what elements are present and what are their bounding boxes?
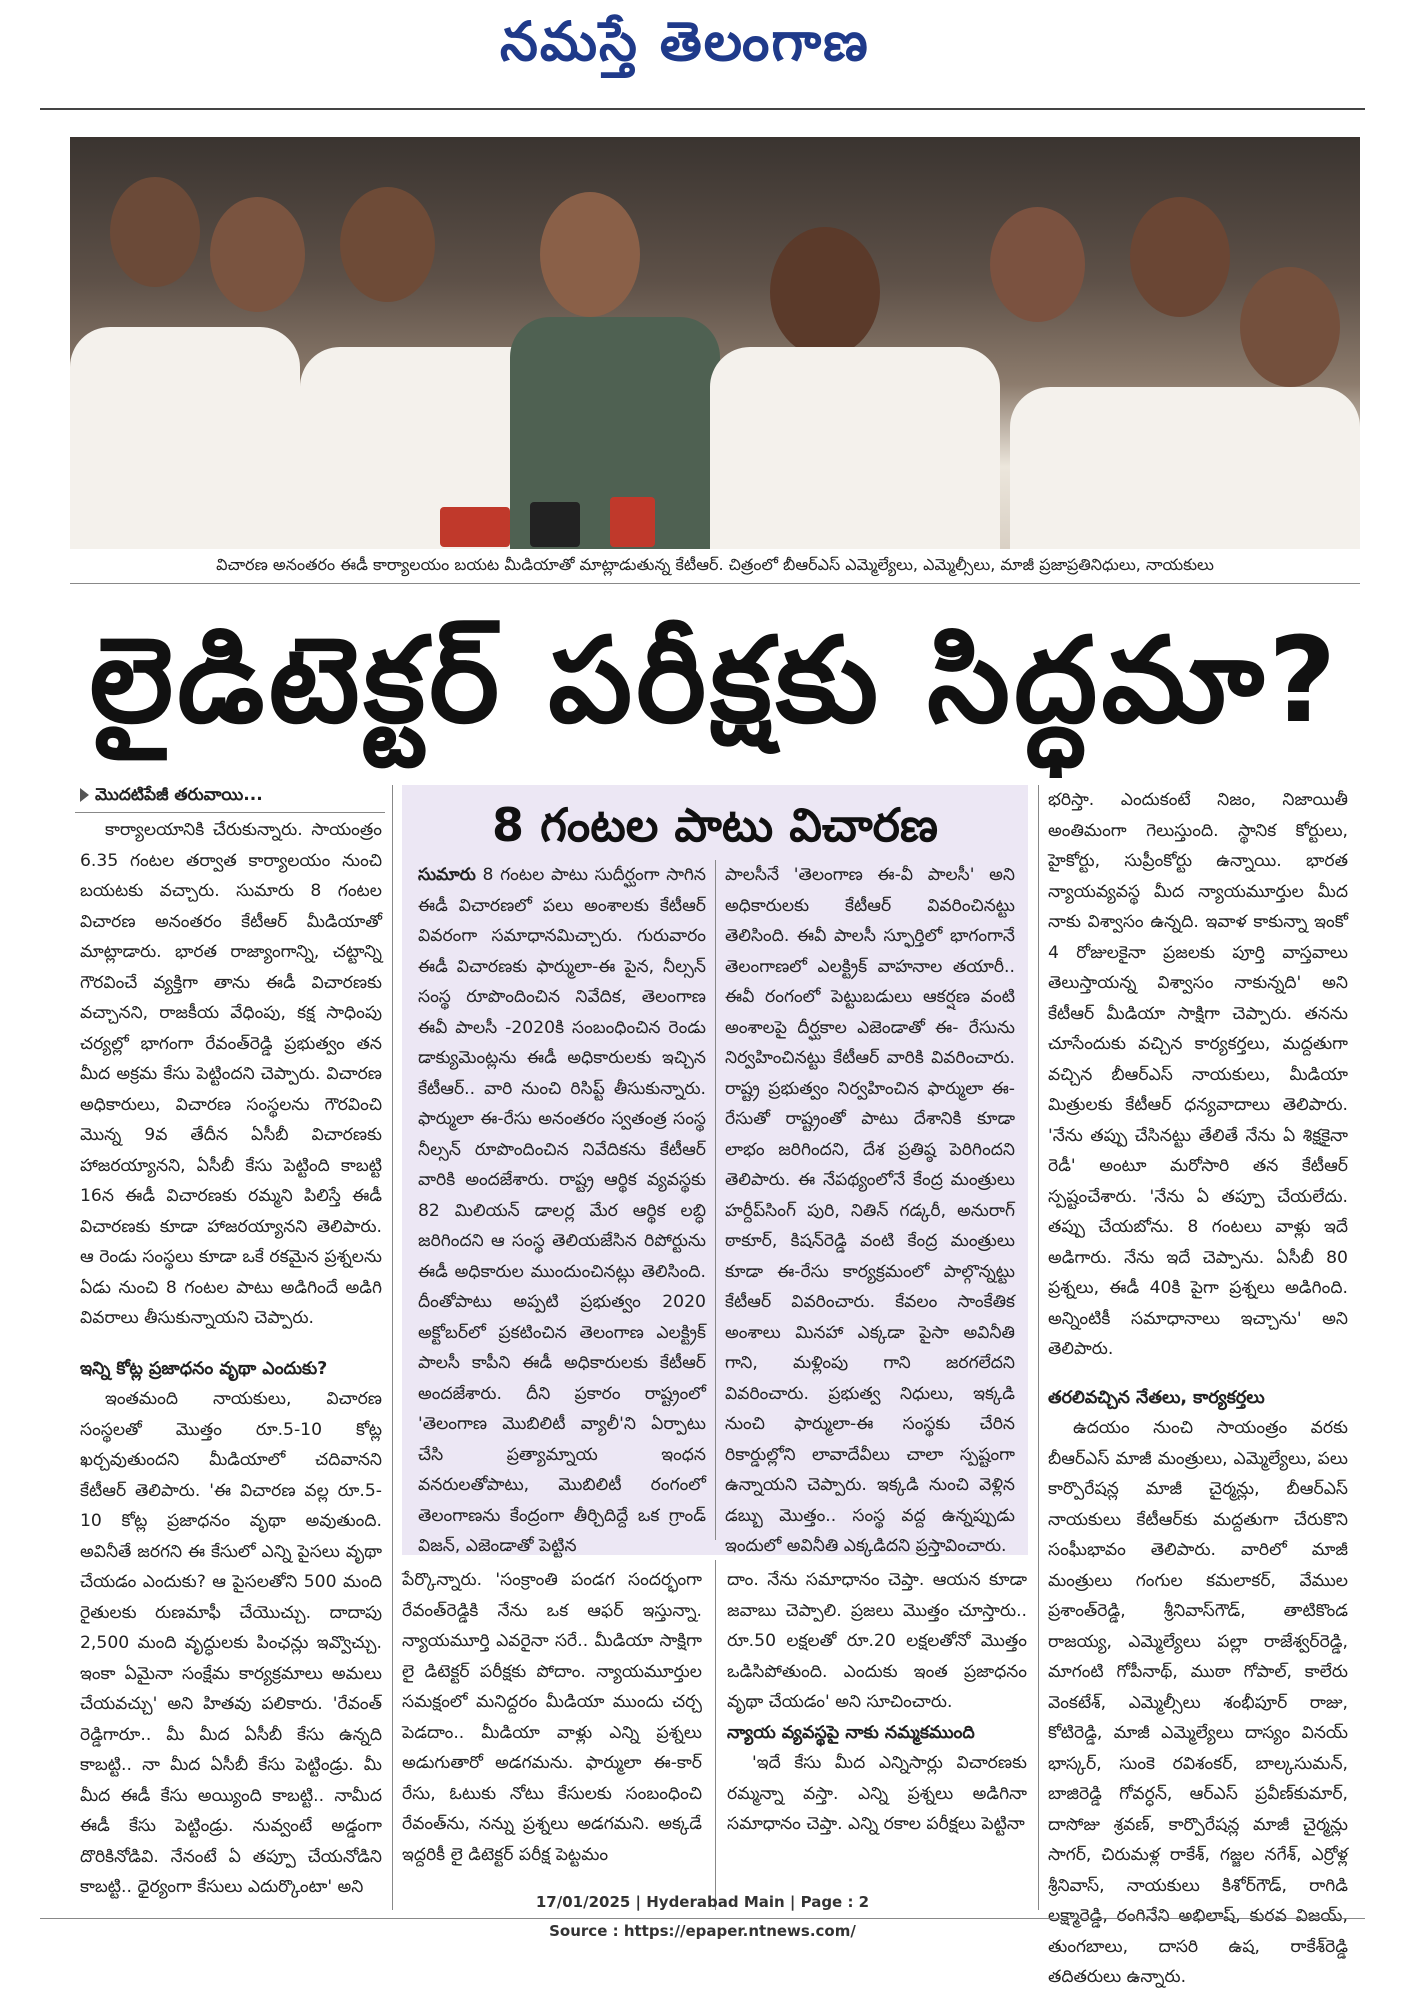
news-photo [70, 137, 1360, 549]
column-1-top-rule [75, 812, 385, 813]
footer-source: Source : https://epaper.ntnews.com/ [549, 1922, 856, 1940]
column-3-lower-para-2: 'ఇదే కేసు మీద ఎన్నిసార్లు విచారణకు రమ్మన్నా వస్తా. ఎన్ని ప్రశ్నలు అడిగినా సమాధానం చెప్తా. ఎన్ని రకాల పరీక్షలు పెట్టినా [727, 1753, 1027, 1834]
box-column-right [725, 860, 1015, 1562]
newspaper-logo: నమస్తే తెలంగాణ [500, 10, 870, 73]
footer-date-edition: 17/01/2025 | Hyderabad Main | Page : 2 [535, 1893, 870, 1911]
column-2-lower-text: పేర్కొన్నారు. 'సంక్రాంతి పండగ సందర్భంగా రేవంత్‌రెడ్డికి నేను ఒక ఆఫర్‌ ఇస్తున్నా. న్యాయమూర్తి ఎవరైనా సరే.. మీడియా సాక్షిగా లై డిటెక్టర్‌ పరీక్షకు పోదాం. న్యాయమూర్తుల సమక్షంలో మనిద్దరం మీడియా ముందు చర్చ పెడదాం.. మీడియా వాళ్లు ఎన్ని ప్రశ్నలు అడుగుతారో అడగమను. ఫార్ములా ఈ-కార్‌ రేసు, ఓటుకు నోటు కేసులకు సంబంధించి రేవంత్‌ను, నన్ను ప్రశ్నలు అడగమని. అక్కడే ఇద్దరికీ లై డిటెక్టర్‌ పరీక్ష పెట్టమం [402, 1570, 702, 1865]
masthead [0, 0, 1405, 95]
column-1 [80, 815, 382, 1903]
box-lead: సుమారు [418, 865, 476, 885]
box-right-text: పాలసీనే 'తెలంగాణ ఈ-వీ పాలసీ' అని అధికారులకు కేటీఆర్‌ వివరించినట్టు తెలిసింది. ఈవీ పాలసీ స్ఫూర్తిలో భాగంగానే తెలంగాణలో ఎలక్ట్రిక్‌ వాహనాల తయారీ.. ఈవీ రంగంలో పెట్టుబడులు ఆకర్షణ వంటి అంశాలపై దీర్ఘకాల ఎజెండాతో ఈ- రేసును నిర్వహించినట్టు కేటీఆర్‌ వారికి వివరించారు. రాష్ట్ర ప్రభుత్వం నిర్వహించిన ఫార్ములా ఈ-రేసుతో రాష్ట్రంతో పాటు దేశానికి కూడా లాభం జరిగిందని, దేశ ప్రతిష్ఠ పెరిగిందని తెలిపారు. ఈ నేపథ్యంలోనే కేంద్ర మంత్రులు హర్దీప్‌సింగ్‌ పురి, నితిన్‌ గడ్కరీ, అనురాగ్‌ ఠాకూర్‌, కిషన్‌రెడ్డి వంటి కేంద్ర మంత్రులు కూడా ఈ-రేసు కార్యక్రమంలో పాల్గొన్నట్టు కేటీఆర్‌ వివరించారు. కేవలం సాంకేతిక అంశాలు మినహా ఎక్కడా పైసా అవినీతి గాని, మళ్లింపు గాని జరగలేదని వివరించారు. ప్రభుత్వ నిధులు, ఇక్కడి నుంచి ఫార్ములా-ఈ సంస్థకు చేరిన రికార్డుల్లోని లావాదేవీలు చాలా స్పష్టంగా ఉన్నాయని చెప్పారు. ఇక్కడి నుంచి వెళ్లిన డబ్బు మొత్తం.. సంస్థ వద్ద ఉన్నప్పుడు ఇందులో అవినీతి ఎక్కడిదని ప్రస్తావించారు. [725, 865, 1015, 1556]
photo-caption: విచారణ అనంతరం ఈడీ కార్యాలయం బయట మీడియాతో మాట్లాడుతున్న కేటీఆర్‌. చిత్రంలో బీఆర్‌ఎస్‌ ఎమ్మెల్యేలు, ఎమ్మెల్సీలు, మాజీ ప్రజాప్రతినిధులు, నాయకులు [216, 555, 1214, 574]
column-rule-3 [1038, 785, 1039, 1910]
column-1-para-2: ఇంతమంది నాయకులు, విచారణ సంస్థలతో మొత్తం రూ.5-10 కోట్ల ఖర్చవుతుందని మీడియాలో చదివానని కేటీఆర్‌ తెలిపారు. 'ఈ విచారణ వల్ల రూ.5-10 కోట్ల ప్రజాధనం వృథా అవుతుంది. అవినీతే జరగని ఈ కేసులో ఎన్ని పైసలు వృథా చేయడం ఎందుకు? ఆ పైసలతోని 500 మంది రైతులకు రుణమాఫీ చేయొచ్చు. దాదాపు 2,500 మంది వృద్ధులకు పింఛన్లు ఇవ్వొచ్చు. ఇంకా ఏమైనా సంక్షేమ కార్యక్రమాలు అమలు చేయవచ్చు' అని హితవు పలికారు. 'రేవంత్‌ రెడ్డిగారూ.. మీ మీద ఏసీబీ కేసు ఉన్నది కాబట్టి.. నా మీద ఏసీబీ కేసు పెట్టిండ్రు. మీ మీద ఈడీ కేసు అయ్యింది కాబట్టి.. నామీద ఈడీ కేసు పెట్టిండ్రు. నువ్వంటే అడ్డంగా దొరికినోడివి. నేనంటే ఏ తప్పూ చేయనోడిని కాబట్టి.. ధైర్యంగా కేసులు ఎదుర్కొంటా' అని [80, 1389, 382, 1897]
column-4-para-1: భరిస్తా. ఎందుకంటే నిజం, నిజాయితీ అంతిమంగా గెలుస్తుంది. స్థానిక కోర్టులు, హైకోర్టు, సుప్రీంకోర్టు ఉన్నాయి. భారత న్యాయవ్యవస్థ మీద న్యాయమూర్తుల మీద నాకు విశ్వాసం ఉన్నది. ఇవాళ కాకున్నా ఇంకో 4 రోజులకైనా ప్రజలకు పూర్తి వాస్తవాలు తెలుస్తాయన్న విశ్వాసం నాకున్నది' అని కేటీఆర్‌ మీడియా సాక్షిగా చెప్పారు. తనను చూసేందుకు వచ్చిన కార్యకర్తలు, మద్దతుగా వచ్చిన బీఆర్‌ఎస్‌ నాయకులు, మీడియా మిత్రులకు కేటీఆర్‌ ధన్యవాదాలు తెలిపారు. 'నేను తప్పు చేసినట్టు తేలితే నేను ఏ శిక్షకైనా రెడీ' అంటూ మరోసారి తన కేటీఆర్‌ స్పష్టంచేశారు. 'నేను ఏ తప్పూ చేయలేదు. తప్పు చేయబోను. 8 గంటలు వాళ్లు ఇదే అడిగారు. నేను ఇదే చెప్పాను. ఏసీబీ 80 ప్రశ్నలు, ఈడీ 40కి పైగా ప్రశ్నలు అడిగింది. అన్నింటికీ సమాధానాలు ఇచ్చాను' అని తెలిపారు. [1048, 790, 1348, 1359]
arrow-icon [80, 788, 89, 802]
column-4-subhead: తరలివచ్చిన నేతలు, కార్యకర్తలు [1048, 1387, 1265, 1408]
caption-rule [70, 583, 1360, 584]
column-rule-1 [392, 785, 393, 1910]
column-1-para-1: కార్యాలయానికి చేరుకున్నారు. సాయంత్రం 6.35 గంటల తర్వాత కార్యాలయం నుంచి బయటకు వచ్చారు. సుమారు 8 గంటల విచారణ అనంతరం కేటీఆర్‌ మీడియాతో మాట్లాడారు. భారత రాజ్యాంగాన్ని, చట్టాన్ని గౌరవించే వ్యక్తిగా తాను ఈడీ విచారణకు వచ్చానని, రాజకీయ వేధింపు, కక్ష సాధింపు చర్యల్లో భాగంగా రేవంత్‌రెడ్డి ప్రభుత్వం తన మీద అక్రమ కేసు పెట్టిందని చెప్పారు. విచారణ అధికారులు, విచారణ సంస్థలను గౌరవించి మొన్న 9వ తేదీన ఏసీబీ విచారణకు హాజరయ్యానని, ఏసీబీ కేసు పెట్టింది కాబట్టి 16న ఈడీ విచారణకు రమ్మని పిలిస్తే ఈడీ విచారణకు కూడా హాజరయ్యానని తెలిపారు. ఆ రెండు సంస్థలు కూడా ఒకే రకమైన ప్రశ్నలను ఏడు నుంచి 8 గంటల పాటు అడిగిందే అడిగి వివరాలు తీసుకున్నాయని చెప్పారు. [80, 820, 382, 1328]
bottom-rule [40, 1918, 1365, 1919]
column-3-lower-para: దాం. నేను సమాధానం చెప్తా. ఆయన కూడా జవాబు చెప్పాలి. ప్రజలు మొత్తం చూస్తారు.. రూ.50 లక్షలతో రూ.20 లక్షలతోనో మొత్తం ఒడిసిపోతుంది. ఎందుకు ఇంత ప్రజాధనం వృథా చేయడం' అని సూచించారు. [727, 1570, 1027, 1712]
masthead-rule [40, 108, 1365, 110]
column-rule-2 [715, 1560, 716, 1910]
box-column-left [418, 860, 706, 1562]
continued-label: మొదటిపేజీ తరువాయి... [80, 785, 263, 809]
column-4-para-2: ఉదయం నుంచి సాయంత్రం వరకు బీఆర్‌ఎస్‌ మాజీ మంత్రులు, ఎమ్మెల్యేలు, పలు కార్పొరేషన్ల మాజీ చైర్మన్లు, బీఆర్‌ఎస్‌ నాయకులు కేటీఆర్‌కు మద్దతుగా చేరుకొని సంఘీభావం తెలిపారు. వారిలో మాజీ మంత్రులు గంగుల కమలాకర్‌, వేముల ప్రశాంత్‌రెడ్డి, శ్రీనివాస్‌గౌడ్‌, తాటికొండ రాజయ్య, ఎమ్మెల్యేలు పల్లా రాజేశ్వర్‌రెడ్డి, మాగంటి గోపీనాథ్‌, ముఠా గోపాల్‌, కాలేరు వెంకటేశ్‌, ఎమ్మెల్సీలు శంభీపూర్‌ రాజు, కోటిరెడ్డి, మాజీ ఎమ్మెల్యేలు దాస్యం వినయ్‌ భాస్కర్‌, సుంకె రవిశంకర్‌, బాల్కసుమన్‌, బాజిరెడ్డి గోవర్ధన్‌, ఆర్‌ఎస్‌ ప్రవీణ్‌కుమార్‌, దాసోజు శ్రవణ్‌, కార్పొరేషన్ల మాజీ చైర్మన్లు సాగర్‌, చిరుమళ్ల రాకేశ్‌, గజ్జల నగేశ్‌, ఎర్రోళ్ల శ్రీనివాస్‌, నాయకులు కిశోర్‌గౌడ్‌, రాగిడి లక్ష్మారెడ్డి, రంగినేని అభిలాష్‌, కురవ విజయ్‌, తుంగబాలు, దాసరి ఉష, రాకేశ్‌రెడ్డి తదితరులు ఉన్నారు. [1048, 1418, 1348, 1987]
box-title: 8 గంటల పాటు విచారణ [492, 798, 938, 852]
column-2-lower [402, 1565, 702, 1870]
column-1-subhead: ఇన్ని కోట్ల ప్రజాధనం వృథా ఎందుకు? [80, 1358, 328, 1379]
headline: లైడిటెక్టర్‌ పరీక్షకు సిద్ధమా? [89, 611, 1341, 749]
column-3-subhead: న్యాయ వ్యవస్థపై నాకు నమ్మకముంది [727, 1722, 975, 1743]
box-column-rule [715, 860, 716, 1540]
column-4 [1048, 785, 1348, 1993]
box-left-text: సుమారు 8 గంటల పాటు సుదీర్ఘంగా సాగిన ఈడీ విచారణలో పలు అంశాలకు కేటీఆర్‌ వివరంగా సమాధానమిచ్చారు. గురువారం ఈడీ విచారణకు ఫార్ములా-ఈ పైన, నీల్సన్‌ సంస్థ రూపొందించిన నివేదిక, తెలంగాణ ఈవీ పాలసీ -2020కి సంబంధించిన రెండు డాక్యుమెంట్లను ఈడీ అధికారులకు ఇచ్చిన కేటీఆర్‌.. వారి నుంచి రిసిప్ట్‌ తీసుకున్నారు. ఫార్ములా ఈ-రేసు అనంతరం స్వతంత్ర సంస్థ నీల్సన్‌ రూపొందించిన నివేదికను కేటీఆర్‌ వారికి అందజేశారు. రాష్ట్ర ఆర్థిక వ్యవస్థకు 82 మిలియన్‌ డాలర్ల మేర ఆర్థిక లబ్ధి జరిగిందని ఆ సంస్థ తెలియజేసిన రిపోర్టును ఈడీ అధికారుల ముందుంచినట్లు తెలిసింది. దీంతోపాటు అప్పటి ప్రభుత్వం 2020 అక్టోబర్‌లో ప్రకటించిన తెలంగాణ ఎలక్ట్రిక్‌ పాలసీ కాపీని ఈడీ అధికారులకు కేటీఆర్‌ అందజేశారు. దీని ప్రకారం రాష్ట్రంలో 'తెలంగాణ మొబిలిటీ వ్యాలీ'ని ఏర్పాటు చేసి ప్రత్యామ్నాయ ఇంధన వనరులతోపాటు, మొబిలిటీ రంగంలో తెలంగాణను కేంద్రంగా తీర్చిదిద్దే ఒక గ్రాండ్‌ విజన్‌, ఎజెండాతో పెట్టిన [418, 865, 707, 1556]
column-3-lower [727, 1565, 1027, 1840]
